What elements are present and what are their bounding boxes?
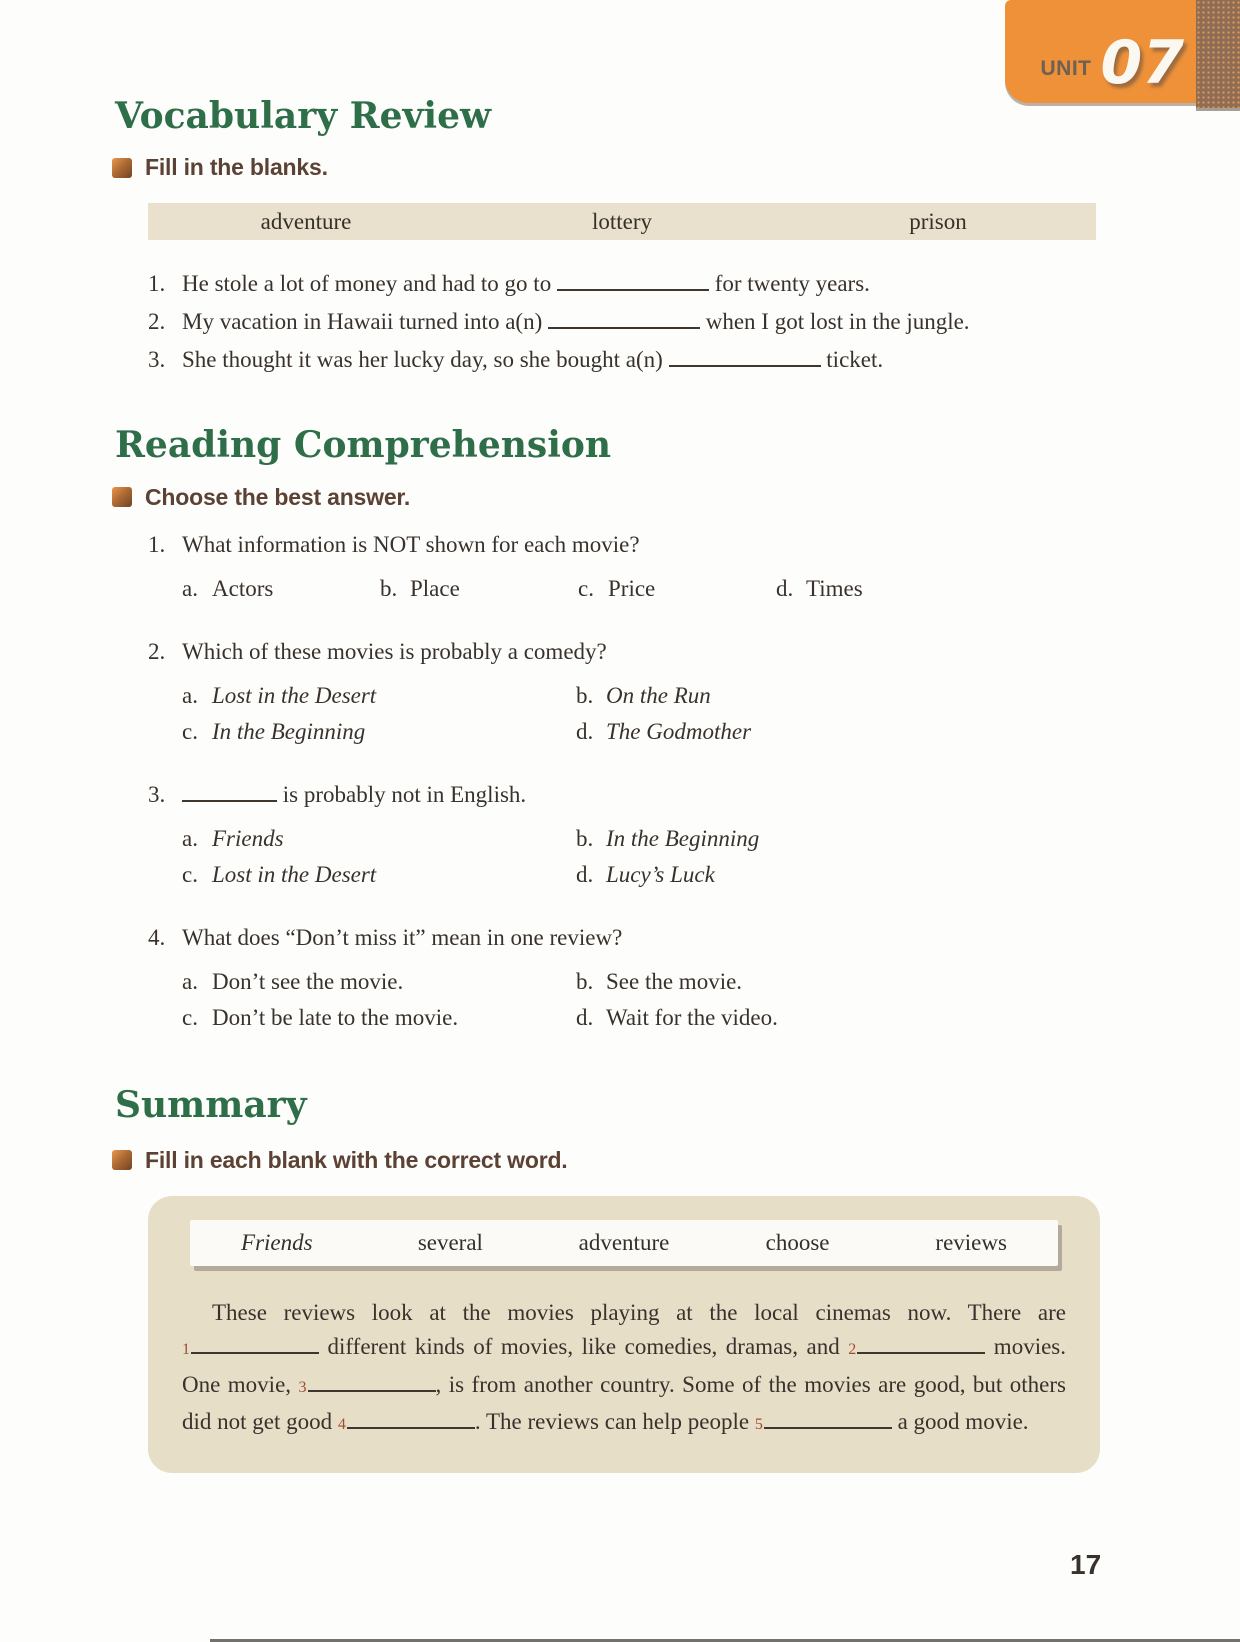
word-bank-item: adventure bbox=[260, 209, 352, 235]
question-stem: Which of these movies is probably a comedy? bbox=[182, 638, 607, 664]
page-content bbox=[115, 0, 1100, 1473]
option bbox=[182, 860, 576, 890]
option-text: On the Run bbox=[606, 682, 711, 708]
word-bank-item: several bbox=[417, 1229, 483, 1255]
option bbox=[182, 681, 576, 711]
blank-number: 4 bbox=[337, 1416, 346, 1434]
option-letter: a. bbox=[182, 682, 198, 708]
numbered-blank bbox=[755, 1409, 892, 1434]
blank-number: 5 bbox=[754, 1416, 763, 1434]
blank-number: 1 bbox=[182, 1341, 190, 1359]
sentence-text: My vacation in Hawaii turned into a(n) when I got lost in the jungle. bbox=[182, 309, 970, 335]
answer-blank bbox=[308, 1388, 436, 1392]
option-letter: c. bbox=[182, 861, 198, 887]
sentence-text: She thought it was her lucky day, so she bought a(n) ticket. bbox=[182, 347, 884, 373]
option bbox=[182, 717, 576, 747]
numbered-blank bbox=[299, 1372, 436, 1397]
instruction-square-icon bbox=[112, 487, 132, 507]
section-title-reading: Reading Comprehension bbox=[115, 424, 612, 467]
option bbox=[576, 681, 1100, 711]
section-title-vocabulary: Vocabulary Review bbox=[115, 95, 491, 137]
instruction-square-icon bbox=[112, 1150, 132, 1170]
question bbox=[148, 780, 1100, 890]
word-bank-item: adventure bbox=[578, 1229, 670, 1255]
options bbox=[182, 681, 1100, 747]
word-bank-item: lottery bbox=[591, 209, 653, 235]
option bbox=[576, 1003, 1100, 1033]
question-number: 4. bbox=[148, 924, 166, 950]
option-text: Lost in the Desert bbox=[212, 861, 377, 887]
option-text: Lucy’s Luck bbox=[606, 861, 715, 887]
option-letter: c. bbox=[182, 718, 198, 744]
summary-paragraph: These reviews look at the movies playing at the local cinemas now. There are 1 different kinds of movies, like comedies, dramas, and 2 movies. One movie, 3 , is from another country. Some of the movies are good, but others did not get good 4 . The reviews can help people 5 a good movie. bbox=[182, 1299, 1066, 1435]
vocabulary-sentences bbox=[148, 265, 1100, 379]
answer-blank bbox=[557, 287, 709, 291]
option bbox=[576, 967, 1100, 997]
options bbox=[182, 574, 1100, 604]
question-text bbox=[148, 923, 1100, 953]
answer-blank bbox=[191, 1350, 319, 1354]
option-text: Price bbox=[608, 575, 656, 601]
summary-word-bank bbox=[190, 1220, 1058, 1266]
option-text: Actors bbox=[212, 575, 274, 601]
vocabulary-instruction bbox=[112, 154, 1100, 181]
fill-in-sentence bbox=[148, 341, 1100, 379]
option-text: Don’t be late to the movie. bbox=[212, 1004, 459, 1030]
option-letter: a. bbox=[182, 825, 198, 851]
option-text: The Godmother bbox=[606, 718, 752, 744]
summary-instruction bbox=[112, 1147, 1100, 1174]
option-letter: b. bbox=[576, 968, 594, 994]
question bbox=[148, 637, 1100, 747]
answer-blank bbox=[347, 1425, 475, 1429]
option-text: In the Beginning bbox=[212, 718, 366, 744]
option-letter: c. bbox=[578, 575, 594, 601]
option bbox=[576, 717, 1100, 747]
fill-in-sentence bbox=[148, 265, 1100, 303]
options bbox=[182, 967, 1100, 1033]
word-bank-item: reviews bbox=[935, 1229, 1007, 1255]
sentence-number: 2. bbox=[148, 309, 166, 335]
question-stem: What does “Don’t miss it” mean in one review? bbox=[182, 924, 623, 950]
question bbox=[148, 923, 1100, 1033]
answer-blank bbox=[669, 363, 821, 367]
instruction-square-icon bbox=[112, 158, 132, 178]
option-text: Times bbox=[806, 575, 863, 601]
question-stem: is probably not in English. bbox=[182, 782, 526, 807]
question-number: 3. bbox=[148, 781, 166, 807]
sentence-number: 1. bbox=[148, 271, 166, 297]
summary-box bbox=[148, 1196, 1100, 1473]
option-letter: d. bbox=[776, 575, 794, 601]
answer-blank bbox=[764, 1425, 892, 1429]
blank-number: 2 bbox=[848, 1341, 857, 1359]
numbered-blank bbox=[338, 1409, 475, 1434]
word-bank-item: prison bbox=[909, 209, 967, 235]
option-text: Wait for the video. bbox=[606, 1004, 778, 1030]
instruction-text: Fill in the blanks. bbox=[145, 154, 328, 181]
answer-blank bbox=[182, 798, 277, 802]
option bbox=[576, 860, 1100, 890]
instruction-text: Choose the best answer. bbox=[145, 483, 411, 510]
option-letter: a. bbox=[182, 575, 198, 601]
answer-blank bbox=[548, 325, 700, 329]
question bbox=[148, 530, 1100, 604]
option-letter: d. bbox=[576, 1004, 594, 1030]
section-title-summary: Summary bbox=[115, 1083, 307, 1126]
option-letter: b. bbox=[576, 825, 594, 851]
option-letter: b. bbox=[380, 575, 398, 601]
option bbox=[182, 1003, 576, 1033]
numbered-blank bbox=[848, 1334, 985, 1359]
unit-number: 07 bbox=[1100, 28, 1184, 98]
question-stem: What information is NOT shown for each movie? bbox=[182, 531, 640, 557]
unit-label: UNIT bbox=[1040, 57, 1092, 80]
option-letter: d. bbox=[576, 718, 594, 744]
reading-instruction bbox=[112, 484, 1100, 511]
question-text bbox=[148, 780, 1100, 810]
vocabulary-word-bank bbox=[148, 203, 1096, 240]
fill-in-sentence bbox=[148, 303, 1100, 341]
option-letter: a. bbox=[182, 968, 198, 994]
option bbox=[380, 574, 578, 604]
option-letter: d. bbox=[576, 861, 594, 887]
option-text: Place bbox=[410, 575, 460, 601]
option bbox=[578, 574, 776, 604]
option bbox=[182, 824, 576, 854]
instruction-text: Fill in each blank with the correct word. bbox=[145, 1146, 568, 1173]
reading-questions bbox=[148, 530, 1100, 1033]
option-letter: b. bbox=[576, 682, 594, 708]
numbered-blank bbox=[182, 1334, 319, 1359]
word-bank-item: Friends bbox=[241, 1229, 313, 1255]
question-text bbox=[148, 637, 1100, 667]
sentence-number: 3. bbox=[148, 347, 166, 373]
options bbox=[182, 824, 1100, 890]
sentence-text: He stole a lot of money and had to go to for twenty years. bbox=[182, 271, 870, 297]
answer-blank bbox=[857, 1350, 985, 1354]
option bbox=[182, 967, 576, 997]
option-text: Don’t see the movie. bbox=[212, 968, 404, 994]
unit-tab-side-strip bbox=[1196, 0, 1240, 108]
option-text: See the movie. bbox=[606, 968, 743, 994]
option bbox=[776, 574, 1100, 604]
option-letter: c. bbox=[182, 1004, 198, 1030]
option-text: In the Beginning bbox=[606, 825, 760, 851]
question-text bbox=[148, 530, 1100, 560]
page-number: 17 bbox=[1070, 1549, 1102, 1580]
option bbox=[182, 574, 380, 604]
question-number: 2. bbox=[148, 638, 166, 664]
word-bank-item: choose bbox=[765, 1229, 830, 1255]
option bbox=[576, 824, 1100, 854]
option-text: Lost in the Desert bbox=[212, 682, 377, 708]
blank-number: 3 bbox=[298, 1378, 307, 1396]
question-number: 1. bbox=[148, 531, 166, 557]
option-text: Friends bbox=[212, 825, 284, 851]
